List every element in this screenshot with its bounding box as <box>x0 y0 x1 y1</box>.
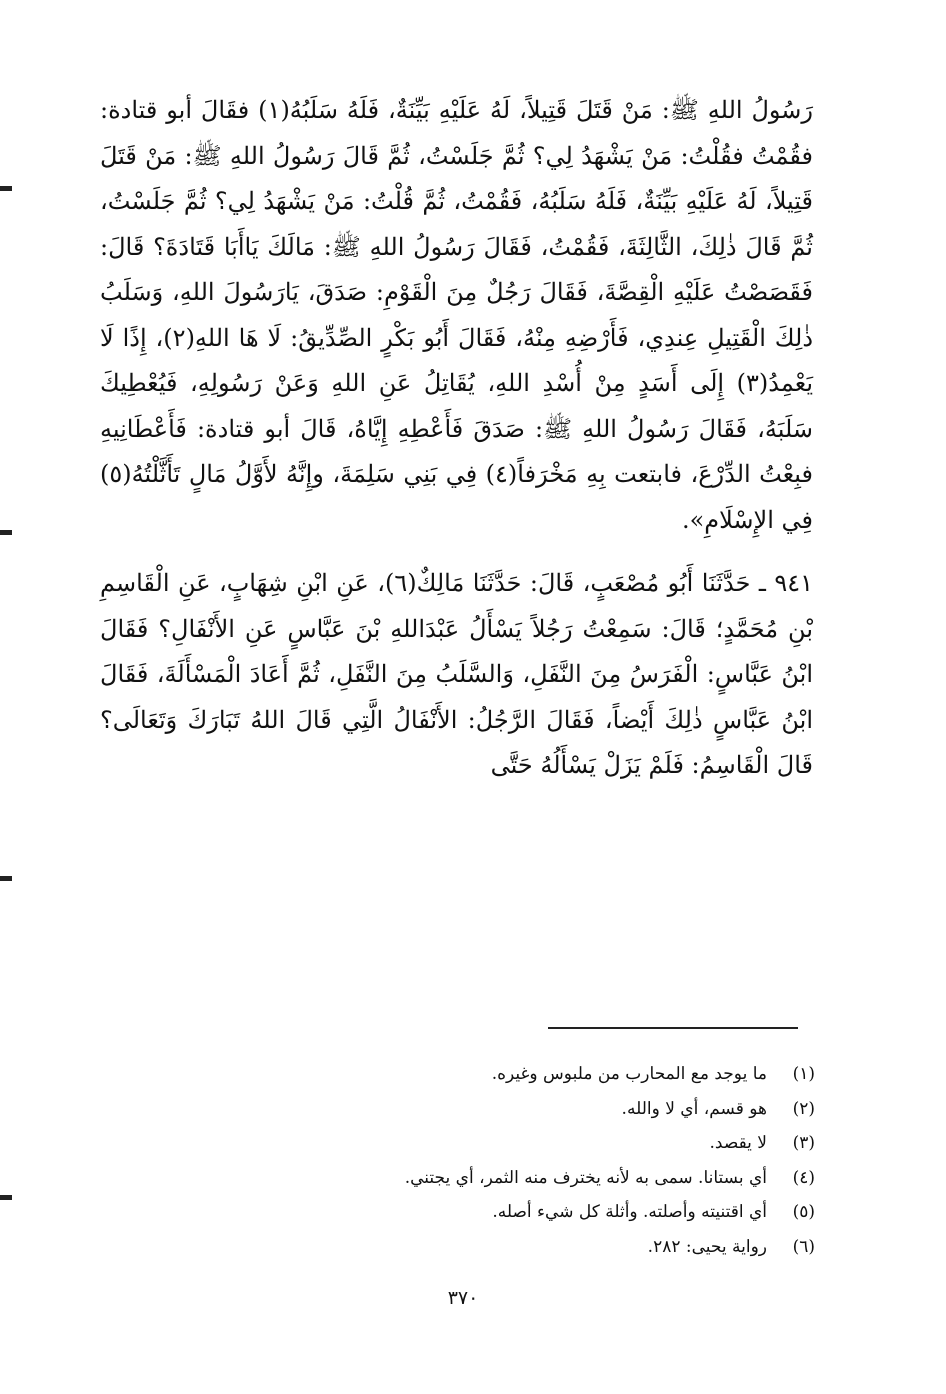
footnote-text: ما يوجد مع المحارب من ملبوس وغيره. <box>491 1064 767 1084</box>
footnote-number: (٢) <box>792 1098 815 1119</box>
footnote-text: أي بستانا. سمى به لأنه يخترف منه الثمر، أي يجتني. <box>404 1167 767 1188</box>
footnote-number: (٥) <box>792 1202 815 1222</box>
footnote <box>200 1126 815 1161</box>
footnote-text: رواية يحيى: ٢٨٢. <box>647 1236 767 1257</box>
footnote-text: لا يقصد. <box>709 1133 767 1153</box>
footnote-number: (٤) <box>792 1167 815 1188</box>
footnote <box>200 1195 815 1230</box>
page-number: ٣٧٠ <box>447 1287 479 1309</box>
footnote-number: (٦) <box>792 1236 815 1257</box>
scan-edge-mark <box>0 1195 12 1200</box>
footnote <box>200 1161 815 1196</box>
scan-edge-mark <box>0 876 12 881</box>
scan-edge-mark <box>0 530 12 535</box>
footnote-divider <box>548 1027 798 1029</box>
footnote-text: أي اقتنيته وأصلته. وأثلة كل شيء أصله. <box>492 1202 767 1222</box>
footnote-number: (٣) <box>792 1133 815 1153</box>
paragraph-hadith-940: رَسُولُ اللهِ ﷺ: مَنْ قَتَلَ قَتِيلاً، لَهُ عَلَيْهِ بَيِّنَةٌ، فَلَهُ سَلَبُهُ(١) فقَالَ أبو قتادة: فقُمْتُ فقُلْتُ: مَنْ يَشْهَدُ لِي؟ ثُمَّ جَلَسْتُ، ثُمَّ قَالَ رَسُولُ اللهِ ﷺ: مَنْ قَتَلَ قَتِيلاً، لَهُ عَلَيْهِ بَيِّنَةٌ، فَلَهُ سَلَبُهُ، فَقُمْتُ، ثُمَّ قُلْتُ: مَنْ يَشْهَدُ لِي؟ ثُمَّ جَلَسْتُ، ثُمَّ قَالَ ذٰلِكَ، الثَّالِثَةَ، فَقُمْتُ، فَقَالَ رَسُولُ اللهِ ﷺ: مَالَكَ يَاأَبَا قَتَادَةَ؟ قَالَ: فَقَصَصْتُ عَلَيْهِ الْقِصَّةَ، فَقَالَ رَجُلٌ مِنَ الْقَوْمِ: صَدَقَ، يَارَسُولَ اللهِ، وَسَلَبُ ذٰلِكَ الْقَتِيلِ عِندِي، فَأَرْضِهِ مِنْهُ، فَقَالَ أَبُو بَكْرٍ الصِّدِّيقُ: لَا هَا اللهِ(٢)، إِذًا لَا يَعْمِدُ(٣) إِلَى أَسَدٍ مِنْ أُسْدِ اللهِ، يُقَاتِلُ عَنِ اللهِ وَعَنْ رَسُولِهِ، فَيُعْطِيكَ سَلَبَهُ، فَقَالَ رَسُولُ اللهِ ﷺ: صَدَقَ فَأَعْطِهِ إِيَّاهُ، قَالَ أبو قتادة: فَأَعْطَانِيهِ فبِعْتُ الدِّرْعَ، فابتعت بِهِ مَخْرَفاً(٤) فِي بَنِي سَلِمَةَ، وإِنَّهُ لأَوَّلُ مَالٍ تَأَثَّلْتُهُ(٥) فِي الإِسْلَامِ». <box>100 96 814 534</box>
footnote-text: هو قسم، أي لا والله. <box>621 1098 767 1119</box>
footnote-number: (١) <box>792 1064 815 1084</box>
paragraph-hadith-941: ٩٤١ ـ حَدَّثَنَا أَبُو مُصْعَبٍ، قَالَ: حَدَّثَنَا مَالِكٌ(٦)، عَنِ ابْنِ شِهَابٍ، عَنِ الْقَاسِمِ بْنِ مُحَمَّدٍ؛ قَالَ: سَمِعْتُ رَجُلاً يَسْأَلُ عَبْدَاللهِ بْنَ عَبَّاسٍ عَنِ الأَنْفَالِ؟ فَقَالَ ابْنُ عَبَّاسٍ: الْفَرَسُ مِنَ النَّفَلِ، وَالسَّلَبُ مِنَ النَّفَلِ، ثُمَّ أَعَادَ الْمَسْأَلَةَ، فَقَالَ ابْنُ عَبَّاسٍ ذٰلِكَ أَيْضاً، فَقَالَ الرَّجُلُ: الأَنْفَالُ الَّتِي قَالَ اللهُ تَبَارَكَ وَتَعَالَى؟ قَالَ الْقَاسِمُ: فَلَمْ يَزَلْ يَسْأَلُهُ حَتَّى <box>100 569 814 779</box>
footnote <box>200 1092 815 1127</box>
footnotes <box>200 1057 815 1264</box>
footnote <box>200 1057 815 1092</box>
main-text <box>100 88 813 789</box>
footnote <box>200 1230 815 1265</box>
scan-edge-mark <box>0 186 12 191</box>
